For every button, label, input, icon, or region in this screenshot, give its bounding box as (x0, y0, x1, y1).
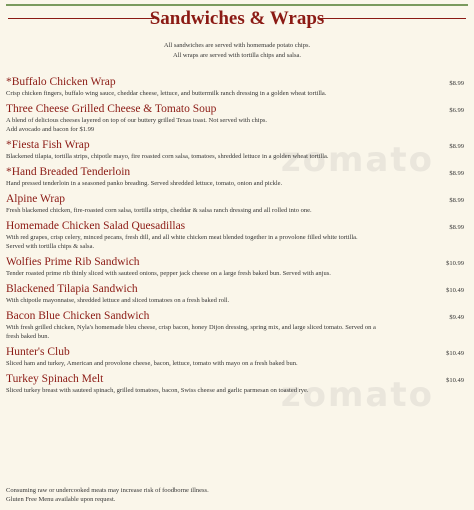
menu-item-name: Blackened Tilapia Sandwich (6, 283, 138, 295)
menu-item (6, 192, 464, 215)
menu-item-header (6, 138, 464, 152)
menu-item-price: $8.99 (449, 143, 464, 150)
menu-item-list (6, 75, 464, 399)
menu-item-description: Served with tortilla chips & salsa. (6, 243, 95, 250)
menu-item-price: $6.99 (449, 107, 464, 114)
menu-item-description: With chipotle mayonnaise, shredded lettuce and sliced tomatoes on a fresh baked roll. (6, 297, 230, 304)
menu-item-header (6, 372, 464, 386)
menu-item-name: *Fiesta Fish Wrap (6, 139, 90, 151)
menu-item-header (6, 165, 464, 179)
menu-item-header (6, 255, 464, 269)
menu-item-name: Three Cheese Grilled Cheese & Tomato Soup (6, 103, 217, 115)
menu-item-header (6, 282, 464, 296)
menu-item-price: $10.49 (446, 350, 464, 357)
menu-item-description: Add avocado and bacon for $1.99 (6, 126, 95, 133)
menu-item-description: Tender roasted prime rib thinly sliced with sauteed onions, pepper jack cheese on a large fresh baked bun. Served with anjus. (6, 270, 331, 277)
menu-item-description: Sliced turkey breast with sauteed spinach, grilled tomatoes, bacon, Swiss cheese and garlic parmesan on toasted rye. (6, 387, 309, 394)
menu-item-price: $8.99 (449, 80, 464, 87)
menu-item (6, 282, 464, 305)
menu-item-description: Sliced ham and turkey, American and provolone cheese, bacon, lettuce, tomato with mayo on a fresh baked bun. (6, 360, 298, 367)
menu-item-price: $10.99 (446, 260, 464, 267)
menu-item-header (6, 192, 464, 206)
menu-item-header (6, 219, 464, 233)
menu-item-description: Fresh blackened chicken, fire-roasted corn salsa, tortilla strips, cheddar & salsa ranch dressing and all rolled into one. (6, 207, 312, 214)
footer-line: Gluten Free Menu available upon request. (6, 496, 116, 503)
menu-footer (6, 486, 209, 504)
menu-item-name: *Buffalo Chicken Wrap (6, 76, 116, 88)
menu-item-description: Hand pressed tenderloin in a seasoned panko breading. Served shredded lettuce, tomato, onion and pickle. (6, 180, 283, 187)
menu-item (6, 255, 464, 278)
menu-item-description: With fresh grilled chicken, Nyla's homemade bleu cheese, crisp bacon, honey Dijon dressing, spring mix, and large sliced tomato. Served on a (6, 324, 376, 331)
menu-item-price: $9.49 (449, 314, 464, 321)
watermark: zomato (280, 140, 434, 180)
menu-item-price: $8.99 (449, 197, 464, 204)
menu-item-price: $8.99 (449, 224, 464, 231)
menu-item-price: $10.49 (446, 287, 464, 294)
intro-line: All sandwiches are served with homemade potato chips. (163, 42, 311, 49)
menu-item (6, 372, 464, 395)
top-rule (6, 4, 468, 6)
menu-item-name: Alpine Wrap (6, 193, 66, 205)
menu-item (6, 138, 464, 161)
menu-item (6, 345, 464, 368)
menu-item-name: Hunter's Club (6, 346, 70, 358)
menu-item-description: Blackened tilapia, tortilla strips, chipotle mayo, fire roasted corn salsa, tomatoes, shredded lettuce in a golden wheat tortilla. (6, 153, 329, 160)
menu-item-name: Homemade Chicken Salad Quesadillas (6, 220, 186, 232)
menu-item (6, 75, 464, 98)
section-title: Sandwiches & Wraps (149, 8, 325, 29)
menu-item-price: $8.99 (449, 170, 464, 177)
menu-item-header (6, 309, 464, 323)
menu-item-header (6, 75, 464, 89)
menu-item (6, 165, 464, 188)
menu-item (6, 102, 464, 134)
menu-item-name: Wolfies Prime Rib Sandwich (6, 256, 140, 268)
menu-item (6, 219, 464, 251)
section-intro (0, 41, 474, 61)
footer-line: Consuming raw or undercooked meats may increase risk of foodborne illness. (6, 487, 209, 494)
watermark: zomato (280, 375, 434, 415)
menu-item-name: Turkey Spinach Melt (6, 373, 104, 385)
intro-line: All wraps are served with tortilla chips and salsa. (173, 52, 301, 59)
menu-item-header (6, 345, 464, 359)
menu-item-description: fresh baked bun. (6, 333, 50, 340)
menu-item-name: *Hand Breaded Tenderloin (6, 166, 131, 178)
menu-item-description: Crisp chicken fingers, buffalo wing sauce, cheddar cheese, lettuce, and buttermilk ranch dressing in a golden wheat tortilla. (6, 90, 327, 97)
menu-item (6, 309, 464, 341)
menu-item-description: A blend of delicious cheeses layered on top of our buttery grilled Texas toast. Not served with chips. (6, 117, 267, 124)
menu-item-description: With red grapes, crisp celery, minced pecans, fresh dill, and all white chicken meat blended together in a provolone filled white tortilla. (6, 234, 358, 241)
menu-item-price: $10.49 (446, 377, 464, 384)
menu-item-header (6, 102, 464, 116)
menu-item-name: Bacon Blue Chicken Sandwich (6, 310, 150, 322)
